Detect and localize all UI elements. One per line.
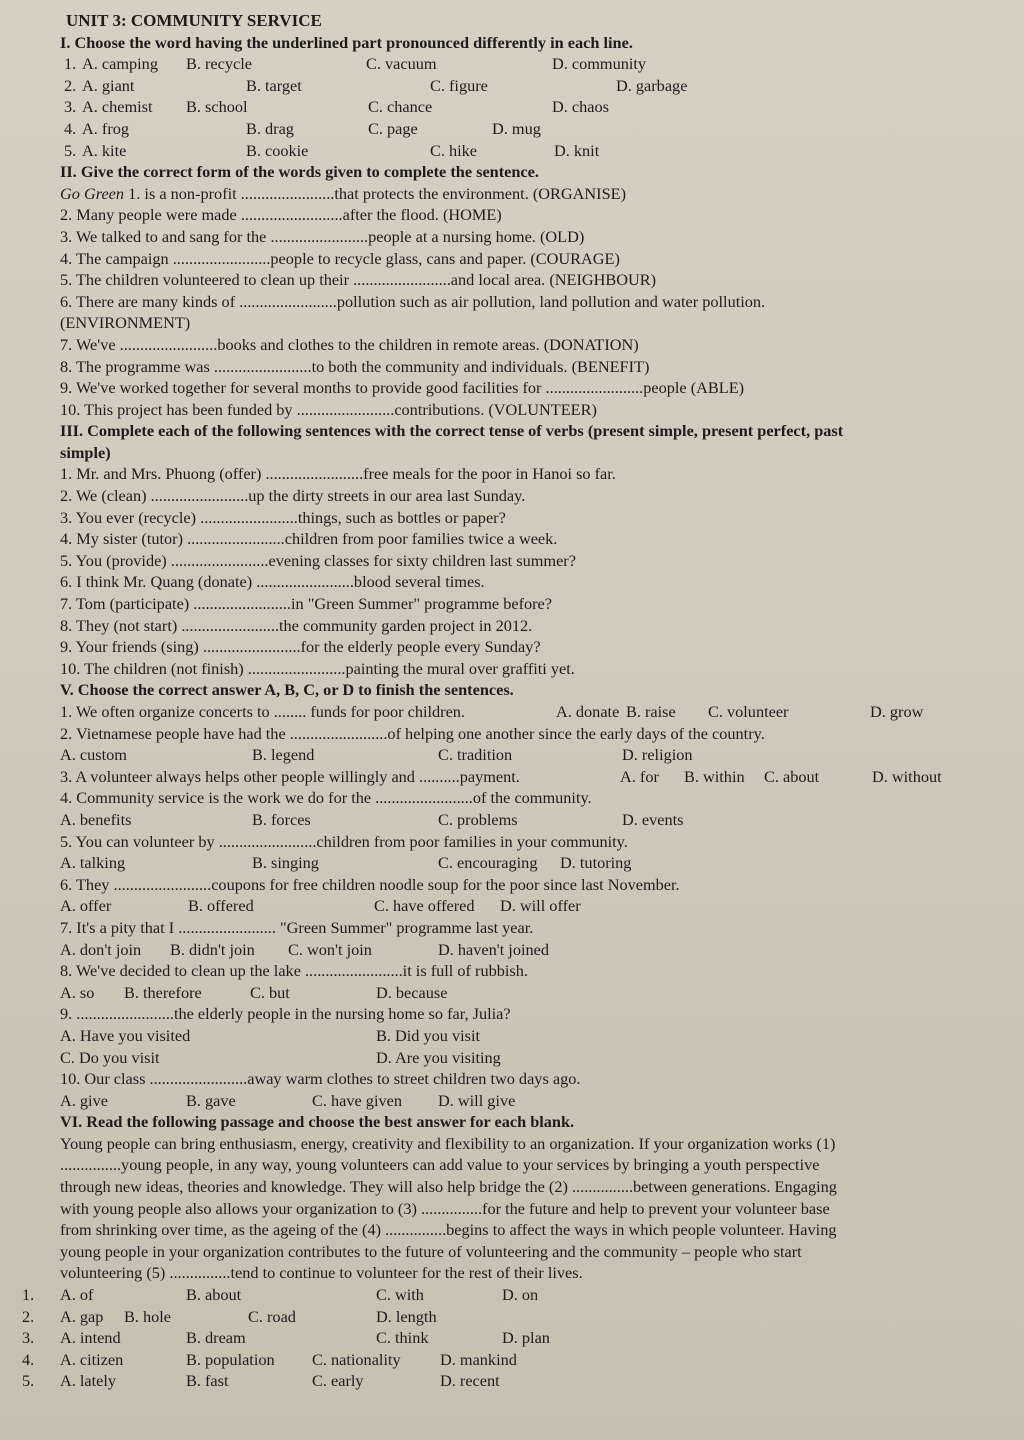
s1-q2-number: 2.: [64, 75, 77, 95]
s6-passage-line: with young people also allows your organization to (3) ...............for the future and help to prevent your volunteer base: [60, 1198, 830, 1218]
section-6-heading: VI. Read the following passage and choose the best answer for each blank.: [60, 1112, 575, 1132]
s5-q6-option-d: D. will offer: [500, 896, 581, 916]
s2-question-1: [60, 183, 1000, 205]
s5-question-3: [60, 766, 1000, 788]
s5-q1-option-c: C. volunteer: [708, 702, 789, 721]
section-3-heading: III. Complete each of the following sentences with the correct tense of verbs (present simple, present perfect, past: [60, 421, 844, 441]
s5-q6-option-b: B. offered: [188, 896, 254, 916]
s6-a2-option-d: D. length: [376, 1306, 437, 1326]
s5-q3-option-a: A. for: [620, 766, 659, 786]
s5-q4-option-b: B. forces: [252, 809, 311, 829]
s3-question: 1. Mr. and Mrs. Phuong (offer) ........................free meals for the poor in Hanoi so far.: [60, 464, 616, 484]
s1-row: [60, 140, 1000, 162]
s1-q1-option-c: C. vacuum: [366, 54, 437, 74]
s3-question: 10. The children (not finish) ........................painting the mural over graffiti yet.: [60, 658, 575, 678]
s3-question: 7. Tom (participate) ........................in "Green Summer" programme before?: [60, 594, 553, 614]
s1-q2-option-b: B. target: [246, 75, 302, 95]
s1-row: [60, 118, 1000, 140]
s5-q9-option-b: B. Did you visit: [376, 1025, 481, 1045]
s6-passage-line: young people in your organization contributes to the future of volunteering and the community – people who start: [60, 1241, 802, 1261]
s6-answer-row: [22, 1327, 1000, 1349]
s1-q4-option-c: C. page: [368, 118, 418, 138]
s6-answer-2-number: 2.: [22, 1306, 35, 1326]
s3-question: 2. We (clean) ........................up the dirty streets in our area last Sunday.: [60, 486, 526, 506]
s1-q3-number: 3.: [64, 97, 77, 117]
s5-q9-stem: 9. ........................the elderly people in the nursing home so far, Julia?: [60, 1004, 511, 1024]
s2-q1-text: 1. is a non-profit .......................that protects the environment. (ORGANISE): [128, 183, 626, 203]
s6-a1-option-b: B. about: [186, 1285, 242, 1305]
s5-q7-options: [60, 939, 1000, 961]
s5-q2-stem: 2. Vietnamese people have had the ........................of helping one another since the early days of the country.: [60, 723, 765, 743]
s5-q9-option-c: C. Do you visit: [60, 1047, 160, 1067]
s3-question: 5. You (provide) ........................evening classes for sixty children last summer?: [60, 550, 576, 570]
s2-question-continued: (ENVIRONMENT): [60, 313, 191, 333]
s5-q6-option-c: C. have offered: [374, 896, 475, 916]
s5-q8-options: [60, 982, 1000, 1004]
s1-row: [60, 96, 1000, 118]
s5-q5-option-a: A. talking: [60, 853, 126, 873]
s5-q9-options-cd: [60, 1047, 1000, 1069]
s3-question: 9. Your friends (sing) ........................for the elderly people every Sunday?: [60, 637, 541, 657]
s2-question: 2. Many people were made .........................after the flood. (HOME): [60, 205, 502, 225]
s6-answer-5-number: 5.: [22, 1371, 35, 1391]
s6-passage-line: Young people can bring enthusiasm, energy, creativity and flexibility to an organization. If your organization works (1): [60, 1133, 836, 1153]
s5-q1-option-a: A. donate: [556, 702, 620, 721]
s5-q9-option-a: A. Have you visited: [60, 1025, 191, 1045]
s1-q3-option-d: D. chaos: [552, 97, 609, 117]
s1-q2-option-c: C. figure: [430, 75, 488, 95]
s6-passage-line: through new ideas, theories and knowledge. They will also help bridge the (2) ...............between generations. Engaging: [60, 1177, 837, 1197]
s6-a2-option-c: C. road: [248, 1306, 296, 1326]
s6-passage-line: ...............young people, in any way, young volunteers can add value to your services by bringing a youth perspective: [60, 1155, 820, 1175]
s3-question: 6. I think Mr. Quang (donate) ........................blood several times.: [60, 572, 485, 592]
s2-question: 3. We talked to and sang for the ........................people at a nursing home. (OLD): [60, 226, 585, 246]
s5-q4-option-c: C. problems: [438, 809, 518, 829]
section-3-heading-continued: simple): [60, 442, 111, 462]
s1-q2-option-d: D. garbage: [616, 75, 688, 95]
s5-q7-stem: 7. It's a pity that I ........................ "Green Summer" programme last year.: [60, 917, 534, 937]
s6-a4-option-d: D. mankind: [440, 1349, 517, 1369]
s5-q10-option-a: A. give: [60, 1090, 108, 1110]
s2-question: 5. The children volunteered to clean up their ........................and local area. (NEIGHBOUR): [60, 270, 657, 290]
s5-q2-option-a: A. custom: [60, 745, 127, 765]
s5-q4-options: [60, 809, 1000, 831]
s6-answer-row: [22, 1306, 1000, 1328]
s1-q3-option-a: A. chemist: [82, 97, 153, 117]
s6-a3-option-c: C. think: [376, 1328, 429, 1348]
s1-q3-option-b: B. school: [186, 97, 248, 117]
s3-question: 3. You ever (recycle) ........................things, such as bottles or paper?: [60, 507, 506, 527]
s5-q8-option-a: A. so: [60, 982, 95, 1002]
s6-a3-option-d: D. plan: [502, 1328, 550, 1348]
s6-answer-row: [22, 1284, 1000, 1306]
s5-q3-option-c: C. about: [764, 766, 820, 786]
s1-q5-option-d: D. knit: [554, 140, 600, 160]
s5-q7-option-a: A. don't join: [60, 939, 142, 959]
s2-question: 10. This project has been funded by ........................contributions. (VOLUNTEER): [60, 399, 597, 419]
s1-row: [60, 53, 1000, 75]
s1-q1-option-b: B. recycle: [186, 54, 252, 74]
s5-q9-options-ab: [60, 1025, 1000, 1047]
s5-q1-option-d: D. grow: [870, 702, 924, 721]
s5-q5-option-d: D. tutoring: [560, 853, 632, 873]
s1-q1-option-a: A. camping: [82, 54, 158, 74]
s1-q4-number: 4.: [64, 118, 77, 138]
s5-q2-options: [60, 744, 1000, 766]
s5-q8-option-c: C. but: [250, 982, 290, 1002]
s5-q2-option-d: D. religion: [622, 745, 693, 765]
s6-a2-option-a: A. gap: [60, 1306, 104, 1326]
section-5-heading: V. Choose the correct answer A, B, C, or D to finish the sentences.: [60, 680, 514, 700]
s6-a3-option-a: A. intend: [60, 1328, 121, 1348]
s5-q1-option-b: B. raise: [626, 702, 676, 721]
s2-question: 7. We've ........................books and clothes to the children in remote areas. (DONATION): [60, 334, 639, 354]
s2-question: 4. The campaign ........................people to recycle glass, cans and paper. (COURAGE): [60, 248, 620, 268]
s6-a2-option-b: B. hole: [124, 1306, 172, 1326]
s5-q9-option-d: D. Are you visiting: [376, 1047, 501, 1067]
s6-a5-option-b: B. fast: [186, 1371, 229, 1391]
s5-q10-option-d: D. will give: [438, 1090, 516, 1110]
s2-question: 8. The programme was ........................to both the community and individuals. (BENEFIT): [60, 356, 650, 376]
s6-a4-option-a: A. citizen: [60, 1349, 124, 1369]
s6-answer-3-number: 3.: [22, 1328, 35, 1348]
s1-q5-number: 5.: [64, 140, 77, 160]
s5-q6-option-a: A. offer: [60, 896, 112, 916]
s6-a3-option-b: B. dream: [186, 1328, 246, 1348]
s5-q6-stem: 6. They ........................coupons for free children noodle soup for the poor since last November.: [60, 874, 680, 894]
unit-title: UNIT 3: COMMUNITY SERVICE: [66, 11, 322, 30]
s1-q1-number: 1.: [64, 54, 77, 74]
section-1-heading: I. Choose the word having the underlined part pronounced differently in each line.: [60, 32, 633, 52]
s6-answer-row: [22, 1370, 1000, 1392]
s5-q6-options: [60, 895, 1000, 917]
s5-q7-option-c: C. won't join: [288, 939, 372, 959]
s6-a4-option-c: C. nationality: [312, 1349, 401, 1369]
s2-question: 6. There are many kinds of ........................pollution such as air pollution, land pollution and water pollution.: [60, 291, 766, 311]
s5-q4-stem: 4. Community service is the work we do for the ........................of the community.: [60, 788, 592, 808]
s5-question-1: [60, 701, 1000, 723]
s5-q8-stem: 8. We've decided to clean up the lake ........................it is full of rubbish.: [60, 961, 528, 981]
s6-answer-row: [22, 1349, 1000, 1371]
s5-q7-option-b: B. didn't join: [170, 939, 255, 959]
s6-passage-line: from shrinking over time, as the ageing of the (4) ...............begins to affect the ways in which people volunteer. Having: [60, 1220, 837, 1240]
s5-q4-option-d: D. events: [622, 809, 684, 829]
s6-a1-option-c: C. with: [376, 1285, 424, 1305]
s5-q8-option-d: D. because: [376, 982, 448, 1002]
s6-answer-1-number: 1.: [22, 1285, 35, 1305]
s5-q5-stem: 5. You can volunteer by ........................children from poor families in your community.: [60, 831, 628, 851]
s1-q5-option-b: B. cookie: [246, 140, 309, 160]
s1-q3-option-c: C. chance: [368, 97, 433, 117]
s6-a5-option-a: A. lately: [60, 1371, 117, 1391]
s1-q5-option-a: A. kite: [82, 140, 127, 160]
s2-q1-organisation-name: Go Green: [60, 183, 125, 203]
s1-q4-option-b: B. drag: [246, 118, 294, 138]
s5-q4-option-a: A. benefits: [60, 809, 132, 829]
s5-q3-stem: 3. A volunteer always helps other people willingly and ..........payment.: [60, 766, 520, 786]
s6-a4-option-b: B. population: [186, 1349, 275, 1369]
s1-q5-option-c: C. hike: [430, 140, 478, 160]
s6-a5-option-c: C. early: [312, 1371, 364, 1391]
s5-q5-option-c: C. encouraging: [438, 853, 538, 873]
s5-q10-options: [60, 1090, 1000, 1112]
s6-a5-option-d: D. recent: [440, 1371, 500, 1391]
s1-q4-option-a: A. frog: [82, 118, 130, 138]
s5-q1-stem: 1. We often organize concerts to ........ funds for poor children.: [60, 702, 466, 721]
s5-q5-option-b: B. singing: [252, 853, 319, 873]
s5-q3-option-b: B. within: [684, 766, 745, 786]
s6-passage-line: volunteering (5) ...............tend to continue to volunteer for the rest of their lives.: [60, 1263, 583, 1283]
s1-q1-option-d: D. community: [552, 54, 647, 74]
s5-q10-stem: 10. Our class ........................away warm clothes to street children two days ago.: [60, 1069, 581, 1089]
s2-question: 9. We've worked together for several months to provide good facilities for ........................people (ABLE): [60, 378, 745, 398]
s6-answer-4-number: 4.: [22, 1349, 35, 1369]
s5-q10-option-c: C. have given: [312, 1090, 402, 1110]
s5-q2-option-c: C. tradition: [438, 745, 513, 765]
s5-q3-option-d: D. without: [872, 766, 942, 786]
s6-a1-option-d: D. on: [502, 1285, 539, 1305]
s1-row: [60, 75, 1000, 97]
s6-a1-option-a: A. of: [60, 1285, 94, 1305]
s5-q10-option-b: B. gave: [186, 1090, 236, 1110]
s3-question: 4. My sister (tutor) ........................children from poor families twice a week.: [60, 529, 558, 549]
s5-q8-option-b: B. therefore: [124, 982, 202, 1002]
s3-question: 8. They (not start) ........................the community garden project in 2012.: [60, 615, 533, 635]
s5-q5-options: [60, 852, 1000, 874]
s1-q4-option-d: D. mug: [492, 118, 541, 138]
s5-q2-option-b: B. legend: [252, 745, 315, 765]
section-2-heading: II. Give the correct form of the words given to complete the sentence.: [60, 162, 539, 182]
s5-q7-option-d: D. haven't joined: [438, 939, 549, 959]
s1-q2-option-a: A. giant: [82, 75, 135, 95]
